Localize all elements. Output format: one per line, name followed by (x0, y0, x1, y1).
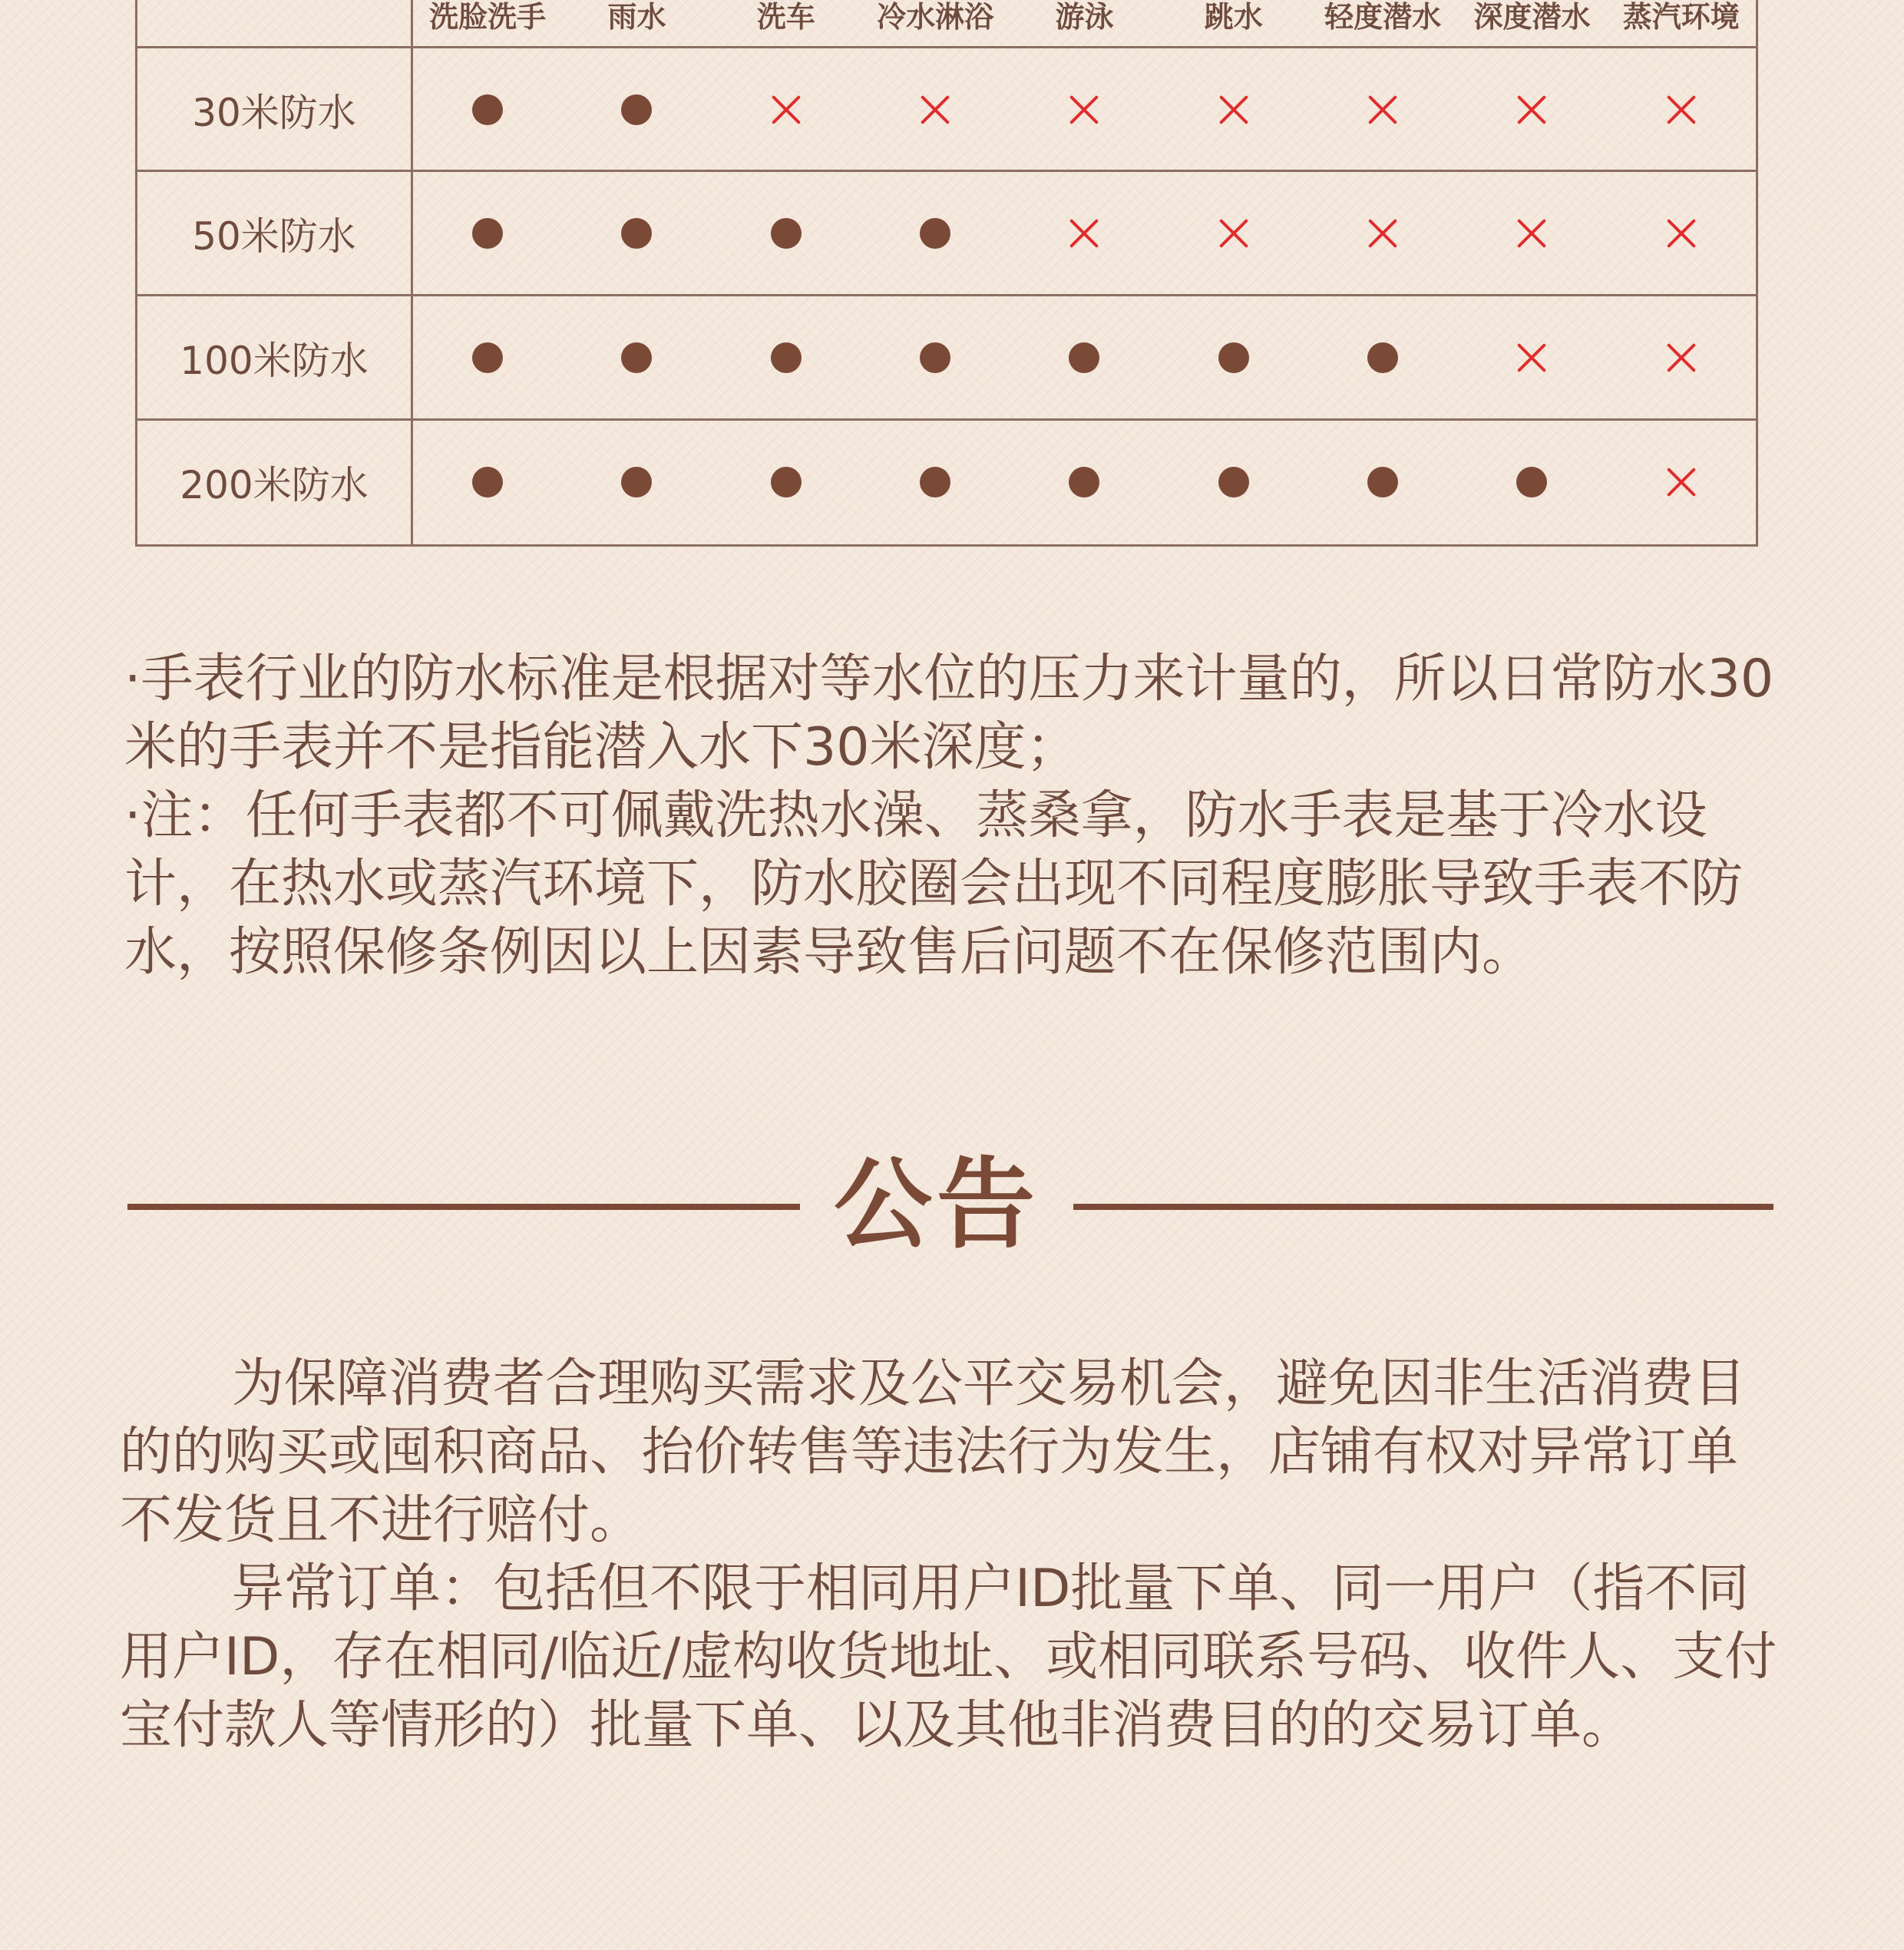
announcement-paragraph: 异常订单：包括但不限于相同用户ID批量下单、同一用户（指不同用户ID，存在相同/临近/虚构收货地址、或相同联系号码、收件人、支付宝付款人等情形的）批量下单、以及其他非消费目的的交易订单。 (120, 1558, 1777, 1756)
announcement-title: 公告 (833, 1148, 1040, 1262)
table-cell (413, 421, 562, 544)
supported-dot-icon (920, 342, 950, 373)
table-cell (1457, 48, 1606, 171)
supported-dot-icon (920, 467, 950, 497)
table-cell (1607, 48, 1756, 171)
table-cell (562, 172, 711, 295)
table-row (137, 296, 1756, 419)
not-supported-cross-icon (1664, 340, 1699, 375)
header-cell: 蒸汽环境 (1622, 0, 1740, 34)
supported-dot-icon (621, 467, 652, 497)
table-cell (1457, 296, 1606, 419)
supported-dot-icon (472, 94, 503, 125)
supported-dot-icon (472, 342, 503, 373)
row-label: 50米防水 (192, 214, 356, 259)
table-cell (1308, 296, 1457, 419)
row-marks (413, 172, 1756, 295)
table-cell (861, 421, 1010, 544)
table-cell (1308, 48, 1457, 171)
table-cell (1457, 172, 1606, 295)
header-cell: 深度潜水 (1473, 0, 1591, 34)
not-supported-cross-icon (769, 92, 804, 127)
not-supported-cross-icon (1664, 92, 1699, 127)
table-cell (1010, 48, 1159, 171)
supported-dot-icon (621, 94, 652, 125)
header-cell: 游泳 (1055, 0, 1114, 34)
row-marks (413, 296, 1756, 419)
table-cell (1308, 421, 1457, 544)
supported-dot-icon (1069, 342, 1099, 373)
table-cell (712, 421, 861, 544)
table-cell (1159, 48, 1308, 171)
supported-dot-icon (621, 218, 652, 249)
supported-dot-icon (771, 218, 802, 249)
header-cell: 轻度潜水 (1324, 0, 1442, 34)
table-cell (562, 296, 711, 419)
note-text: ·注：任何手表都不可佩戴洗热水澡、蒸桑拿，防水手表是基于冷水设计，在热水或蒸汽环境下，防水胶圈会出现不同程度膨胀导致手表不防水，按照保修条例因以上因素导致售后问题不在保修范围内。 (124, 785, 1744, 983)
header-cell: 洗脸洗手 (429, 0, 547, 34)
table-cell (1159, 296, 1308, 419)
supported-dot-icon (621, 342, 652, 373)
table-cell (1159, 172, 1308, 295)
waterproof-table (135, 0, 1758, 547)
announcement-paragraph: 为保障消费者合理购买需求及公平交易机会，避免因非生活消费目的的购买或囤积商品、抬价转售等违法行为发生，店铺有权对异常订单不发货且不进行赔付。 (120, 1353, 1747, 1551)
supported-dot-icon (771, 342, 802, 373)
table-cell (712, 48, 861, 171)
not-supported-cross-icon (1066, 92, 1102, 127)
supported-dot-icon (1367, 467, 1398, 497)
header-cell: 冷水淋浴 (877, 0, 994, 34)
table-row (137, 421, 1756, 544)
table-cell (861, 48, 1010, 171)
table-cell (861, 296, 1010, 419)
table-cell (1607, 172, 1756, 295)
table-cell (1607, 421, 1756, 544)
table-cell (413, 172, 562, 295)
row-label: 30米防水 (192, 91, 356, 135)
header-cell: 雨水 (607, 0, 666, 34)
row-marks (413, 48, 1756, 171)
not-supported-cross-icon (1216, 92, 1251, 127)
not-supported-cross-icon (1216, 216, 1251, 251)
note-text: ·手表行业的防水标准是根据对等水位的压力来计量的，所以日常防水30米的手表并不是指能潜入水下30米深度； (124, 649, 1774, 778)
table-cell (1159, 421, 1308, 544)
not-supported-cross-icon (1365, 92, 1400, 127)
header-cell: 跳水 (1204, 0, 1263, 34)
not-supported-cross-icon (1365, 216, 1400, 251)
supported-dot-icon (1218, 467, 1249, 497)
supported-dot-icon (472, 467, 503, 497)
not-supported-cross-icon (1664, 464, 1699, 500)
row-label: 200米防水 (180, 463, 369, 507)
supported-dot-icon (1367, 342, 1398, 373)
supported-dot-icon (472, 218, 503, 249)
table-cell (861, 172, 1010, 295)
not-supported-cross-icon (1664, 216, 1699, 251)
announcement-body (120, 1350, 1786, 1760)
row-marks (413, 421, 1756, 544)
heading-divider-left (127, 1204, 800, 1210)
table-cell (712, 296, 861, 419)
table-cell (1010, 172, 1159, 295)
table-header-row (413, 0, 1756, 48)
table-cell (1010, 296, 1159, 419)
supported-dot-icon (1516, 467, 1547, 497)
table-cell (1308, 172, 1457, 295)
not-supported-cross-icon (1066, 216, 1102, 251)
not-supported-cross-icon (1514, 340, 1549, 375)
announcement-heading (127, 1148, 1773, 1262)
table-cell (562, 48, 711, 171)
table-cell (413, 296, 562, 419)
table-cell (413, 48, 562, 171)
table-cell (712, 172, 861, 295)
not-supported-cross-icon (1514, 216, 1549, 251)
table-cell (1010, 421, 1159, 544)
heading-divider-right (1073, 1204, 1773, 1210)
table-cell (562, 421, 711, 544)
table-cell (1607, 296, 1756, 419)
table-cell (1457, 421, 1606, 544)
not-supported-cross-icon (917, 92, 953, 127)
waterproof-notes (124, 645, 1783, 987)
header-cell: 洗车 (756, 0, 815, 34)
supported-dot-icon (1218, 342, 1249, 373)
row-label: 100米防水 (180, 339, 369, 383)
supported-dot-icon (1069, 467, 1099, 497)
supported-dot-icon (920, 218, 950, 249)
supported-dot-icon (771, 467, 802, 497)
table-row (137, 172, 1756, 295)
not-supported-cross-icon (1514, 92, 1549, 127)
table-row (137, 48, 1756, 171)
